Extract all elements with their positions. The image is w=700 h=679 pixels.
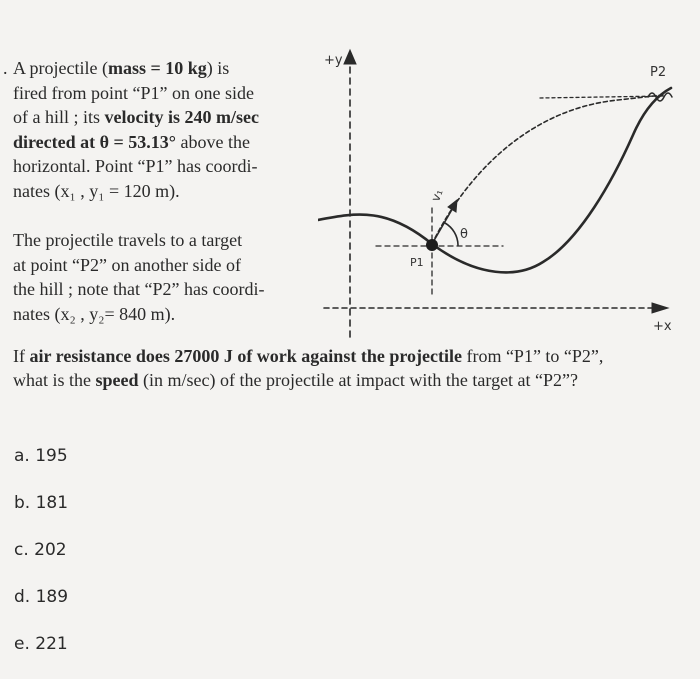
- question-line-1: If air resistance does 27000 J of work against the projectile from “P1” to “P2”,: [13, 346, 604, 366]
- problem-line-2: fired from point “P1” on one side: [13, 82, 254, 103]
- problem-line-8: at point “P2” on another side of: [13, 254, 241, 275]
- p1-label: P1: [410, 256, 424, 269]
- problem-line-6: nates (x₁ , y₁ = 120 m).: [13, 180, 180, 201]
- y-axis-label: +y: [324, 53, 343, 68]
- work-value: air resistance does 27000 J of work against the projectile: [29, 346, 462, 366]
- velocity-label: v₁: [428, 187, 446, 204]
- speed-emphasis: speed: [95, 370, 139, 390]
- velocity-value: velocity is 240 m/sec: [104, 107, 259, 127]
- p2-label: P2: [650, 65, 667, 80]
- bullet-mark: .: [3, 58, 8, 78]
- problem-line-5: horizontal. Point “P1” has coordi-: [13, 156, 258, 176]
- angle-value: directed at θ = 53.13°: [13, 131, 176, 152]
- problem-statement: [13, 56, 313, 326]
- x-axis-arrowhead: [652, 303, 668, 313]
- problem-paragraph-2: [13, 228, 313, 326]
- answer-choices: [14, 444, 68, 679]
- hill-profile: [318, 88, 671, 272]
- question-line-2: what is the speed (in m/sec) of the projectile at impact with the target at “P2”?: [13, 370, 579, 390]
- projectile-diagram: [318, 40, 688, 340]
- choice-d[interactable]: d. 189: [14, 587, 69, 607]
- choice-e[interactable]: e. 221: [14, 634, 68, 654]
- problem-line-7: The projectile travels to a target: [13, 230, 243, 250]
- mass-value: mass = 10 kg: [107, 58, 207, 78]
- question-text: [13, 344, 698, 392]
- choice-c[interactable]: c. 202: [14, 540, 67, 560]
- angle-arc: [445, 223, 458, 245]
- angle-label: θ: [460, 227, 468, 242]
- choice-a[interactable]: a. 195: [14, 446, 68, 466]
- problem-line-9: the hill ; note that “P2” has coordi-: [13, 279, 265, 299]
- choice-b[interactable]: b. 181: [14, 493, 69, 513]
- problem-paragraph-1: [13, 56, 313, 203]
- trajectory-path: [432, 95, 663, 244]
- problem-line-10: nates (x₂ , y₂= 840 m).: [13, 303, 176, 324]
- x-axis-label: +x: [653, 319, 672, 334]
- problem-line-1: A projectile (mass = 10 kg) is: [13, 58, 230, 78]
- problem-line-4: directed at θ = 53.13° above the: [13, 131, 250, 152]
- velocity-vector: [432, 206, 454, 244]
- velocity-arrowhead: [448, 200, 457, 212]
- y-axis-arrowhead: [344, 50, 356, 64]
- p1-point: [426, 239, 438, 251]
- problem-line-3: of a hill ; its velocity is 240 m/sec: [13, 107, 259, 127]
